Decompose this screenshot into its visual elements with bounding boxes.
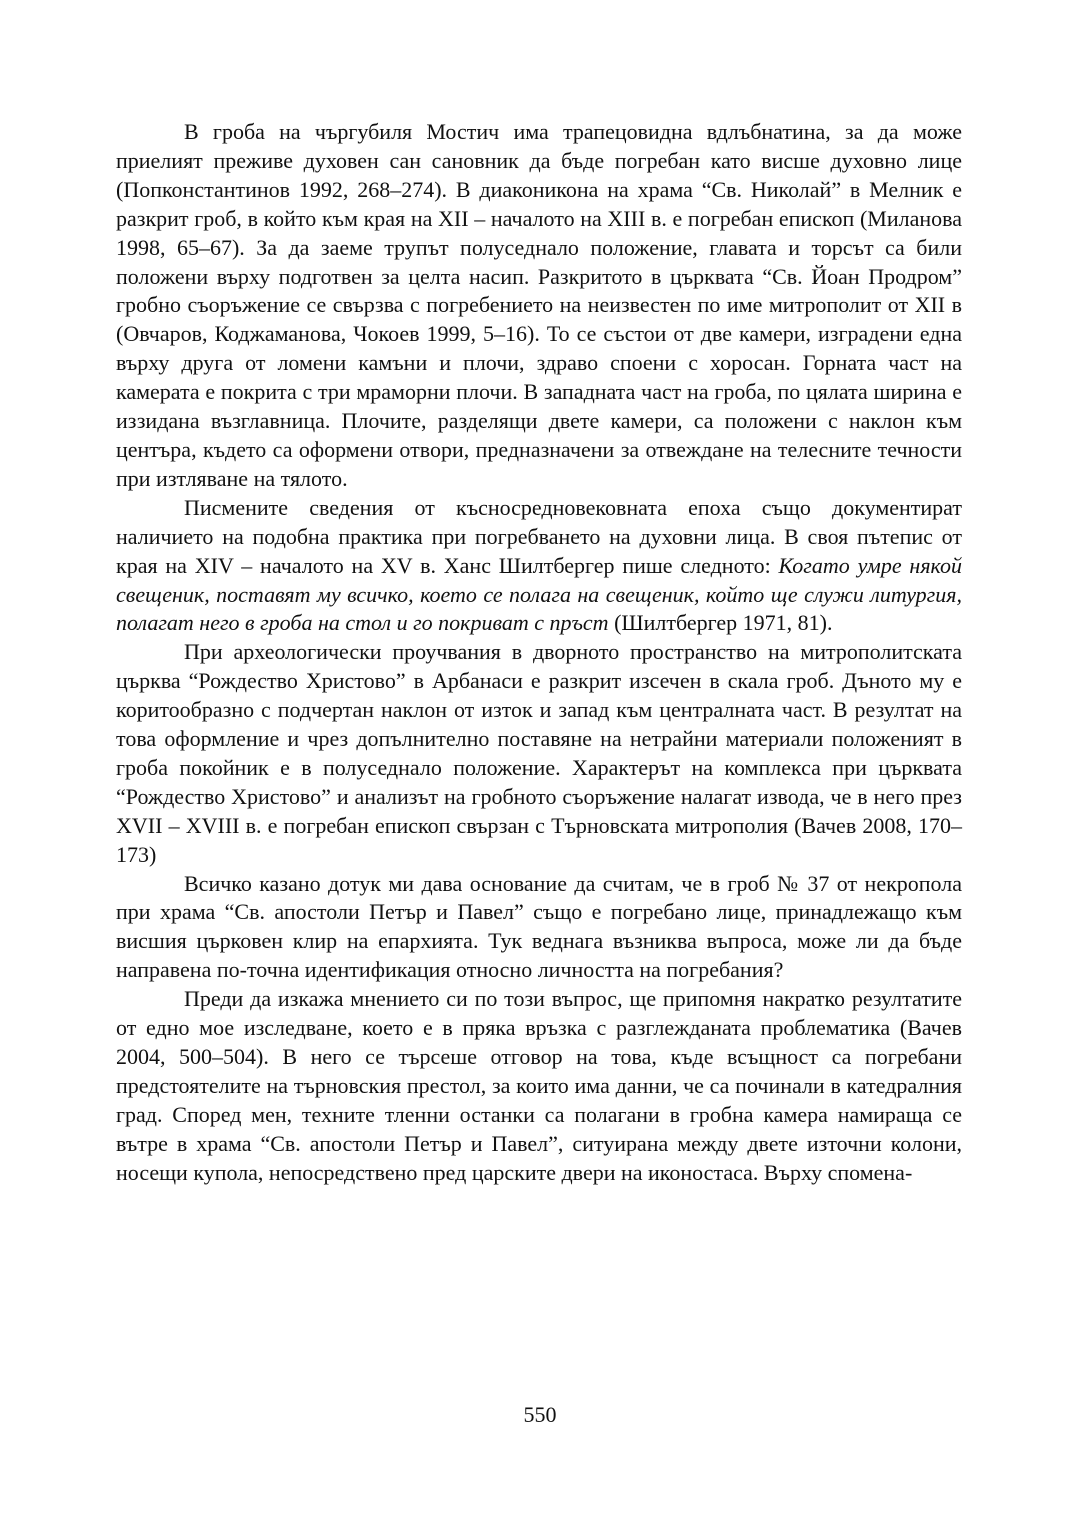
- paragraph-5: Преди да изкажа мнението си по този въпрос, ще припомня накратко резултатите от едно мое изследване, което е в пряка връзка с разглежданата проблематика (Вачев 2004, 500–504). В него се търсеше отговор на това, къде всъщност са погребани предстоятелите на търновския престол, за които има данни, че са починали в катедралния град. Според мен, техните тленни останки са полагани в гробна камера намираща се вътре в храма “Св. апостоли Петър и Павел”, ситуирана между двете източни колони, носещи купола, непосредствено пред царските двери на иконостаса. Върху спомена-: [116, 986, 962, 1185]
- paragraph-3: При археологически проучвания в дворното пространство на митрополитската църква “Рождество Христово” в Арбанаси е разкрит изсечен в скала гроб. Дъното му е коритообразно с подчертан наклон от изток и запад към централната част. В резултат на това оформление и чрез допълнително поставяне на нетрайни материали положеният в гроба покойник е в полуседнало положение. Характерът на комплекса при църквата “Рождество Христово” и анализът на гробното съоръжение налагат извода, че в него през XVII – XVIII в. е погребан епископ свързан с Търновската митрополия (Вачев 2008, 170–173): [116, 639, 962, 867]
- paragraph-4: Всичко казано дотук ми дава основание да считам, че в гроб № 37 от некропола при храма “Св. апостоли Петър и Павел” също е погребано лице, принадлежащо към висшия църковен клир на епархията. Тук веднага възниква въпроса, може ли да бъде направена по-точна идентификация относно личността на погребания?: [116, 870, 962, 983]
- page-number: 550: [523, 1402, 557, 1427]
- paragraph-2-text-before: Писмените сведения от късносредновековната епоха също документират наличието на подобна практика при погребването на духовни лица. В своя пътепис от края на XIV – началото на XV в. Ханс Шилтбергер пише следното:: [116, 494, 962, 578]
- paragraph-2-citation: (Шилтбергер 1971, 81).: [608, 610, 833, 636]
- body-text: [116, 118, 962, 1188]
- paragraph-2: [116, 494, 962, 639]
- schiltberger-quote: Когато умре някой свещеник, поставят му всичко, което се полага на свещеник, който ще служи литургия, полагат него в гроба на стол и го покриват с пръст: [116, 552, 963, 636]
- paragraph-1: В гроба на чъргубиля Мостич има трапецовидна вдлъбнатина, за да може приелият преживе духовен сан сановник да бъде погребан като висше духовно лице (Попконстантинов 1992, 268–274). В диаконикона на храма “Св. Николай” в Мелник е разкрит гроб, в който към края на XII – началото на XIII в. е погребан епископ (Миланова 1998, 65–67). За да заеме трупът полуседнало положение, главата и торсът са били положени върху подготвен за целта насип. Разкритото в църквата “Св. Йоан Продром” гробно съоръжение се свързва с погребението на неизвестен по име митрополит от XII в (Овчаров, Коджаманова, Чокоев 1999, 5–16). То се състои от две камери, изградени една върху друга от ломени камъни и плочи, здраво споени с хоросан. Горната част на камерата е покрита с три мраморни плочи. В западната част на гроба, по цялата ширина е иззидана възглавница. Плочите, разделящи двете камери, са положени с наклон към центъра, където са оформени отвори, предназначени за отвеждане на телесните течности при изтляване на тялото.: [116, 119, 962, 491]
